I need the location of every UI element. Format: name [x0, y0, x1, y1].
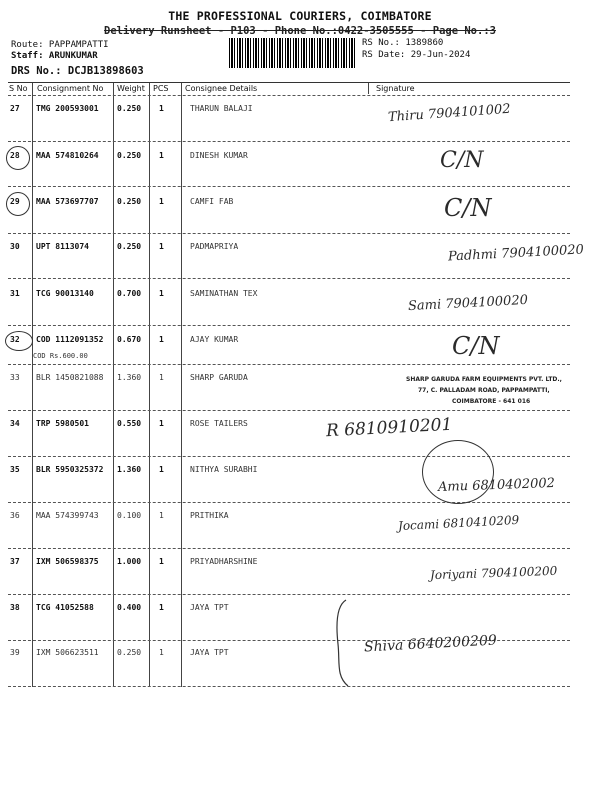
row-sno: 30	[10, 242, 20, 251]
stamp-line: 77, C. PALLADAM ROAD, PAPPAMPATTI,	[418, 387, 550, 394]
row-pcs: 1	[159, 603, 164, 612]
row-weight: 0.250	[117, 151, 142, 160]
row-weight: 0.250	[117, 197, 142, 206]
vrule	[181, 82, 182, 687]
vrule	[113, 82, 114, 687]
row-consignment: TRP 5980501	[36, 419, 89, 428]
row-sno: 34	[10, 419, 20, 428]
row-signature: C/N	[452, 332, 500, 360]
row-sno: 38	[10, 603, 20, 612]
row-rule	[8, 233, 570, 234]
row-pcs: 1	[159, 419, 164, 428]
stamp-line: COIMBATORE - 641 016	[452, 398, 531, 405]
col-weight: Weight	[117, 84, 145, 93]
row-rule	[8, 325, 570, 326]
row-pcs: 1	[159, 242, 164, 251]
row-pcs: 1	[159, 511, 164, 520]
row-consignee: SHARP GARUDA	[190, 373, 248, 382]
row-rule	[8, 410, 570, 411]
handwritten-bracket	[324, 596, 364, 690]
stamp-line: SHARP GARUDA FARM EQUIPMENTS PVT. LTD.,	[406, 376, 562, 383]
vrule	[368, 82, 369, 94]
col-consignment: Consignment No	[37, 84, 104, 93]
row-consignee: PRITHIKA	[190, 511, 229, 520]
row-sno: 31	[10, 289, 20, 298]
rs-date: RS Date: 29-Jun-2024	[362, 50, 471, 60]
row-rule	[8, 686, 570, 687]
row-sno: 29	[10, 197, 20, 206]
row-signature: Thiru 7904101002	[387, 101, 512, 126]
row-weight: 0.250	[117, 242, 142, 251]
row-consignment: MAA 574810264	[36, 151, 99, 160]
row-weight: 0.250	[117, 648, 142, 657]
drs-number: DRS No.: DCJB13898603	[11, 65, 144, 77]
row-signature: Sami 7904100020	[407, 292, 529, 315]
row-consignment: BLR 5950325372	[36, 465, 104, 474]
row-pcs: 1	[159, 373, 164, 382]
row-consignment: TMG 200593001	[36, 104, 99, 113]
row-weight: 0.670	[117, 335, 142, 344]
vrule	[32, 82, 33, 687]
row-sno: 27	[10, 104, 20, 113]
row-rule	[8, 278, 570, 279]
row-weight: 0.100	[117, 511, 142, 520]
row-signature: Jocami 6810410209	[397, 512, 520, 534]
row-consignment: UPT 8113074	[36, 242, 89, 251]
row-pcs: 1	[159, 335, 164, 344]
row-pcs: 1	[159, 557, 164, 566]
row-sno: 32	[10, 335, 20, 344]
row-consignee: DINESH KUMAR	[190, 151, 248, 160]
row-consignment: TCG 90013140	[36, 289, 94, 298]
row-consignment: BLR 1450821088	[36, 373, 104, 382]
row-consignee: SAMINATHAN TEX	[190, 289, 258, 298]
row-pcs: 1	[159, 465, 164, 474]
row-weight: 1.360	[117, 465, 142, 474]
rs-number: RS No.: 1389860	[362, 38, 444, 48]
row-rule	[8, 548, 570, 549]
row-signature: Joriyani 7904100200	[429, 563, 558, 583]
row-sno: 36	[10, 511, 20, 520]
company-title: THE PROFESSIONAL COURIERS, COIMBATORE	[168, 9, 432, 23]
row-consignee: PRIYADHARSHINE	[190, 557, 258, 566]
row-consignee: NITHYA SURABHI	[190, 465, 258, 474]
row-weight: 0.400	[117, 603, 142, 612]
row-signature: C/N	[444, 194, 492, 222]
col-sno: S No	[9, 84, 28, 93]
row-signature: Shiva 6640200209	[363, 632, 498, 656]
row-weight: 1.000	[117, 557, 142, 566]
row-rule	[8, 364, 570, 365]
row-weight: 0.250	[117, 104, 142, 113]
row-sno: 33	[10, 373, 20, 382]
row-signature: R 6810910201	[325, 414, 453, 442]
row-weight: 0.700	[117, 289, 142, 298]
row-consignment: MAA 573697707	[36, 197, 99, 206]
row-consignment: IXM 506598375	[36, 557, 99, 566]
row-pcs: 1	[159, 151, 164, 160]
col-signature: Signature	[376, 84, 415, 93]
col-consignee: Consignee Details	[185, 84, 258, 93]
row-signature: Padhmi 7904100020	[447, 242, 585, 265]
row-rule	[8, 502, 570, 503]
row-consignee: THARUN BALAJI	[190, 104, 253, 113]
row-consignee: AJAY KUMAR	[190, 335, 239, 344]
row-rule	[8, 594, 570, 595]
row-pcs: 1	[159, 197, 164, 206]
header-bottom-rule	[8, 95, 570, 96]
row-consignment: TCG 41052588	[36, 603, 94, 612]
row-sno: 39	[10, 648, 20, 657]
row-weight: 1.360	[117, 373, 142, 382]
row-signature: Amu 6810402002	[437, 475, 556, 496]
col-pcs: PCS	[153, 84, 169, 93]
row-consignment: MAA 574399743	[36, 511, 99, 520]
row-consignment: IXM 506623511	[36, 648, 99, 657]
vrule	[149, 82, 150, 687]
header-top-rule	[8, 82, 570, 83]
staff-label: Staff: ARUNKUMAR	[11, 51, 98, 61]
row-pcs: 1	[159, 648, 164, 657]
runsheet-subtitle-text: Delivery Runsheet - P103 - Phone No.:0422-3505555 - Page No.:3	[104, 25, 496, 37]
runsheet-subtitle	[0, 25, 600, 37]
row-consignee: JAYA TPT	[190, 603, 229, 612]
row-pcs: 1	[159, 289, 164, 298]
row-pcs: 1	[159, 104, 164, 113]
row-consignee: CAMFI FAB	[190, 197, 234, 206]
row-consignment: COD 1112091352	[36, 335, 104, 344]
row-sno: 28	[10, 151, 20, 160]
row-sno: 35	[10, 465, 20, 474]
row-consignee: ROSE TAILERS	[190, 419, 248, 428]
row-rule	[8, 186, 570, 187]
row-sno: 37	[10, 557, 20, 566]
row-weight: 0.550	[117, 419, 142, 428]
row-rule	[8, 141, 570, 142]
row-consignee: PADMAPRIYA	[190, 242, 239, 251]
row-consignee: JAYA TPT	[190, 648, 229, 657]
barcode	[229, 38, 355, 68]
row-signature: C/N	[440, 148, 484, 173]
route-label: Route: PAPPAMPATTI	[11, 40, 109, 50]
stamp-circle	[422, 440, 494, 504]
cod-note: COD Rs.600.00	[33, 352, 88, 360]
